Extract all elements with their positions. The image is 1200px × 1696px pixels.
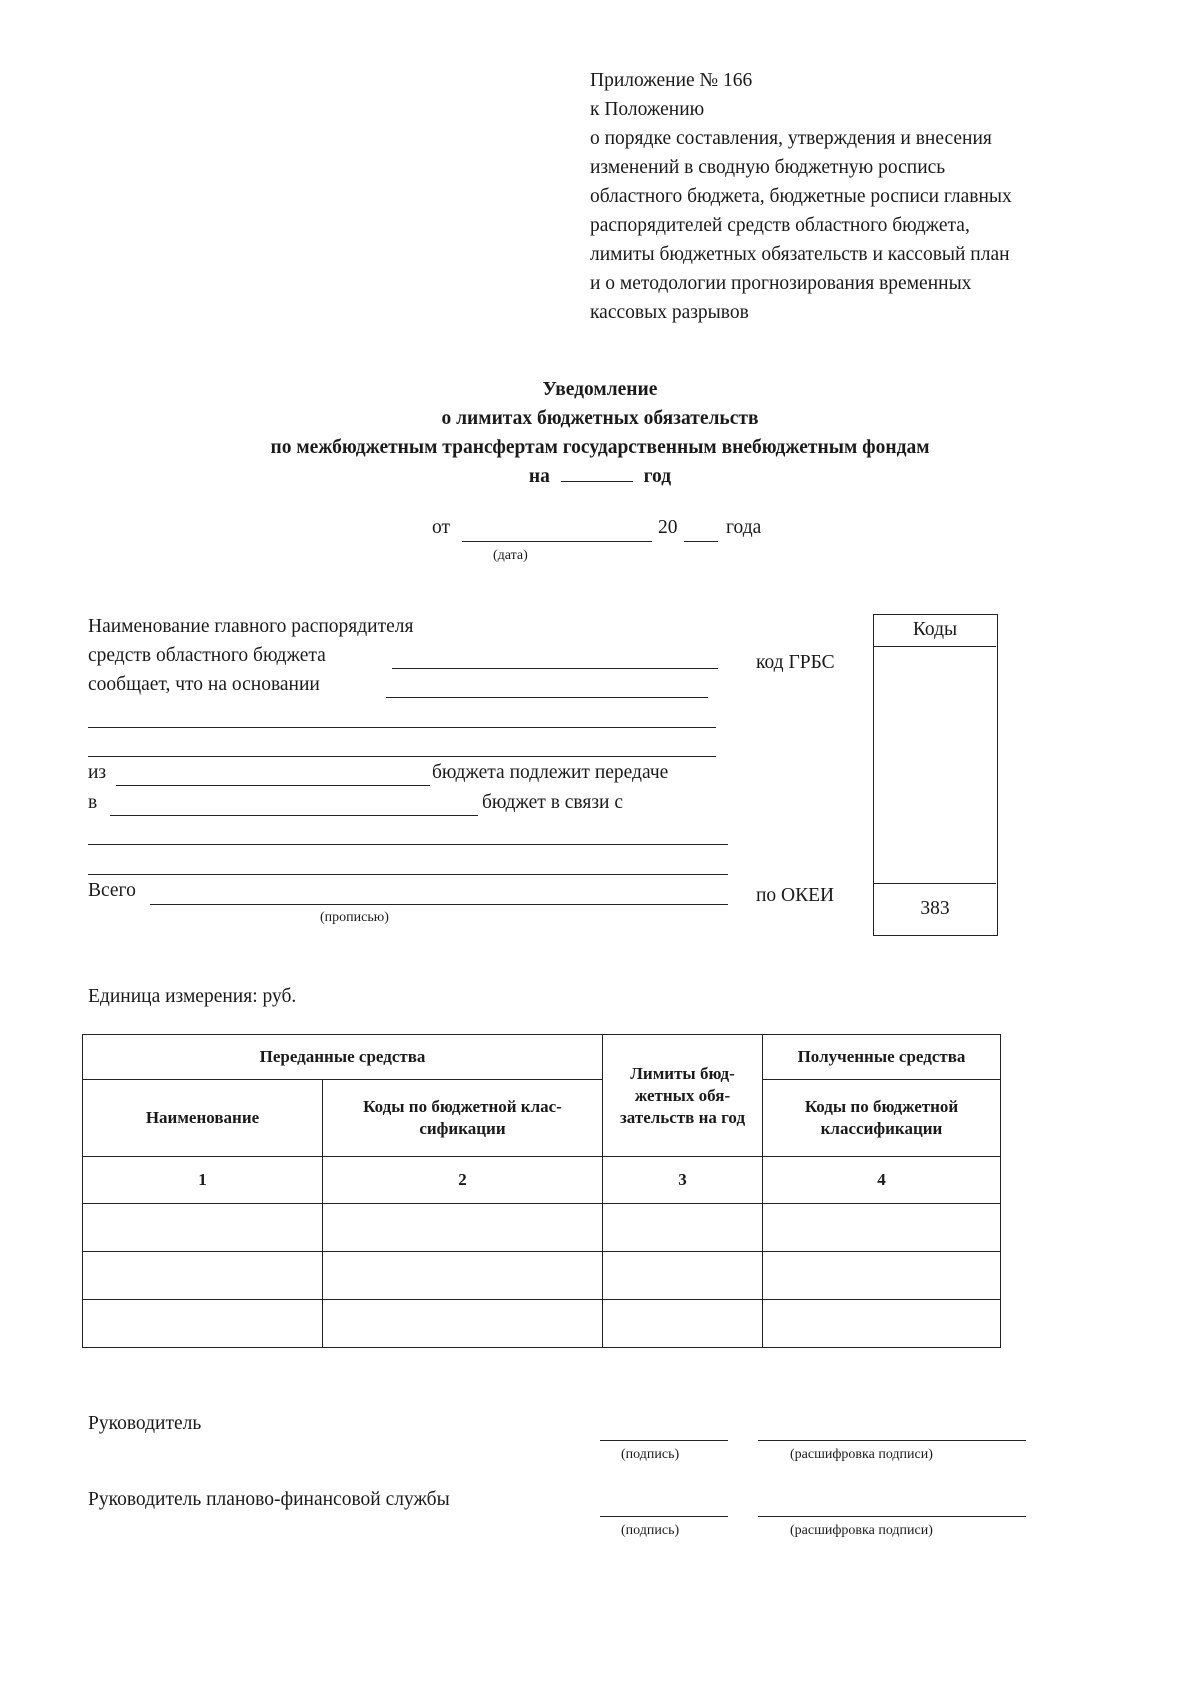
column-number: 4 xyxy=(763,1157,1001,1204)
head-decoding-caption: (расшифровка подписи) xyxy=(790,1447,933,1462)
okei-divider xyxy=(874,883,996,884)
table-row xyxy=(83,1204,1001,1252)
header-transferred-funds: Переданные средства xyxy=(83,1035,603,1080)
date-from-label: от xyxy=(432,517,451,538)
table-header-row xyxy=(83,1035,1001,1080)
table-cell[interactable] xyxy=(603,1252,763,1300)
to-budget-label: в xyxy=(88,792,98,813)
table-cell[interactable] xyxy=(323,1204,603,1252)
date-year-suffix: года xyxy=(726,517,762,538)
title-line-3: по межбюджетным трансфертам государственным внебюджетным фондам xyxy=(270,437,930,458)
column-number: 3 xyxy=(603,1157,763,1204)
unit-label: Единица измерения: руб. xyxy=(88,986,297,1007)
budget-transfer-label: бюджета подлежит передаче xyxy=(432,762,669,783)
table-number-row xyxy=(83,1157,1001,1204)
title-line-2: о лимитах бюджетных обязательств xyxy=(441,408,759,429)
appendix-block xyxy=(590,66,1012,327)
grbs-budget-label: средств областного бюджета xyxy=(88,645,326,666)
in-words-caption: (прописью) xyxy=(320,910,389,925)
title-year-suffix: год xyxy=(643,466,672,487)
table-row xyxy=(83,1300,1001,1348)
table-cell[interactable] xyxy=(763,1204,1001,1252)
from-budget-label: из xyxy=(88,762,107,783)
reason-continuation-line[interactable] xyxy=(88,844,728,845)
table-cell[interactable] xyxy=(323,1252,603,1300)
basis-blank[interactable] xyxy=(386,697,708,698)
basis-continuation-line[interactable] xyxy=(88,756,716,757)
appendix-line: кассовых разрывов xyxy=(590,302,749,323)
table-cell[interactable] xyxy=(83,1300,323,1348)
total-label: Всего xyxy=(88,880,136,901)
head-signature-line[interactable] xyxy=(600,1440,728,1441)
basis-continuation-line[interactable] xyxy=(88,727,716,728)
head-label: Руководитель xyxy=(88,1413,202,1434)
title-line-1: Уведомление xyxy=(542,379,658,400)
table-cell[interactable] xyxy=(83,1204,323,1252)
finance-head-label: Руководитель планово-финансовой службы xyxy=(88,1489,450,1510)
header-limits: Лимиты бюд-жетных обя-зательств на год xyxy=(603,1035,763,1157)
date-blank[interactable] xyxy=(462,541,652,542)
appendix-line: распорядителей средств областного бюджета, xyxy=(590,215,970,236)
basis-label: сообщает, что на основании xyxy=(88,674,320,695)
table-header-row xyxy=(83,1080,1001,1157)
grbs-name-blank[interactable] xyxy=(392,668,718,669)
finance-signature-caption: (подпись) xyxy=(621,1523,680,1538)
grbs-code-label: код ГРБС xyxy=(756,652,835,673)
head-decoding-line[interactable] xyxy=(758,1440,1026,1441)
appendix-line: и о методологии прогнозирования временных xyxy=(590,273,972,294)
appendix-line: о порядке составления, утверждения и внесения xyxy=(590,128,992,149)
appendix-line: изменений в сводную бюджетную роспись xyxy=(590,157,946,178)
date-caption: (дата) xyxy=(493,548,528,563)
table-cell[interactable] xyxy=(603,1300,763,1348)
reason-continuation-line[interactable] xyxy=(88,874,728,875)
title-year-prefix: на xyxy=(528,466,550,487)
appendix-line: Приложение № 166 xyxy=(590,70,753,91)
budget-reason-label: бюджет в связи с xyxy=(482,792,624,813)
appendix-line: лимиты бюджетных обязательств и кассовый план xyxy=(590,244,1010,265)
appendix-line: к Положению xyxy=(590,99,705,120)
codes-header: Коды xyxy=(912,619,958,640)
table-cell[interactable] xyxy=(323,1300,603,1348)
grbs-name-label: Наименование главного распорядителя xyxy=(88,616,414,637)
column-number: 1 xyxy=(83,1157,323,1204)
transfers-table xyxy=(82,1034,1001,1348)
from-budget-blank[interactable] xyxy=(116,785,430,786)
table-cell[interactable] xyxy=(763,1252,1001,1300)
grbs-code-cell[interactable] xyxy=(874,647,996,883)
table-cell[interactable] xyxy=(763,1300,1001,1348)
total-blank[interactable] xyxy=(150,904,728,905)
okei-label: по ОКЕИ xyxy=(756,885,835,906)
table-row xyxy=(83,1252,1001,1300)
appendix-line: областного бюджета, бюджетные росписи главных xyxy=(590,186,1012,207)
header-codes-transferred: Коды по бюджетной клас-сификации xyxy=(323,1080,603,1157)
table-cell[interactable] xyxy=(603,1204,763,1252)
document-title xyxy=(0,375,1200,491)
date-year-blank[interactable] xyxy=(684,541,718,542)
finance-decoding-line[interactable] xyxy=(758,1516,1026,1517)
finance-decoding-caption: (расшифровка подписи) xyxy=(790,1523,933,1538)
title-line-4 xyxy=(0,462,1200,491)
header-codes-received: Коды по бюджетной классификации xyxy=(763,1080,1001,1157)
title-year-blank[interactable] xyxy=(561,463,633,482)
table-cell[interactable] xyxy=(83,1252,323,1300)
header-received-funds: Полученные средства xyxy=(763,1035,1001,1080)
column-number: 2 xyxy=(323,1157,603,1204)
header-name: Наименование xyxy=(83,1080,323,1157)
date-year-prefix: 20 xyxy=(658,517,678,538)
finance-signature-line[interactable] xyxy=(600,1516,728,1517)
to-budget-blank[interactable] xyxy=(110,815,478,816)
head-signature-caption: (подпись) xyxy=(621,1447,680,1462)
codes-box xyxy=(873,614,998,936)
okei-code-cell: 383 xyxy=(920,898,950,919)
